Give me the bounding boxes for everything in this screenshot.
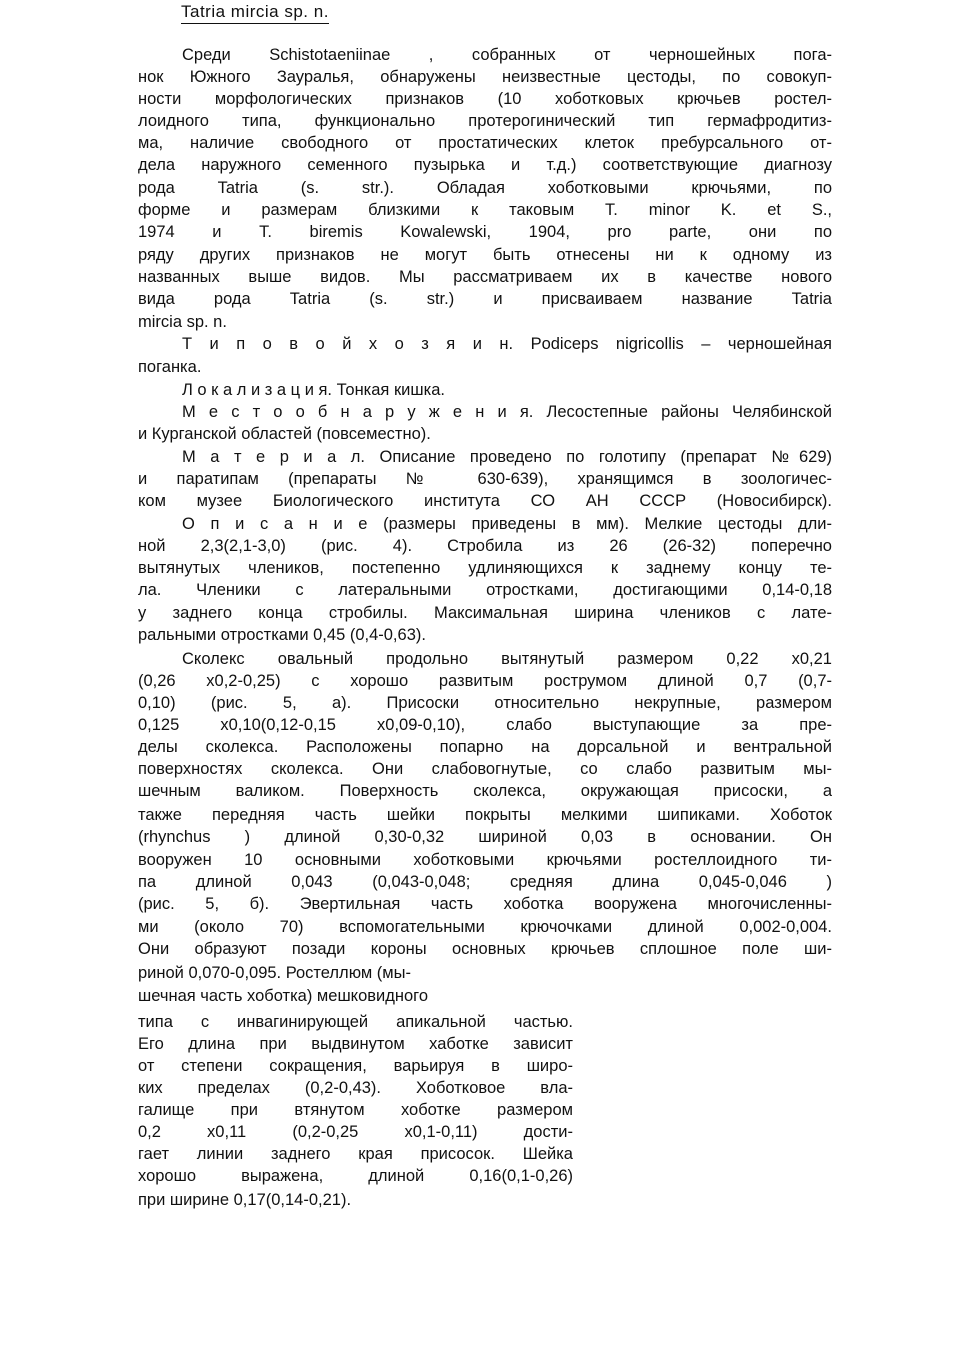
text-line: па длиной 0,043 (0,043-0,048; средняя длина 0,045-0,046 ) [138,873,832,891]
text-line: 1974 и T. biremis Kowalewski, 1904, pro parte, они по [138,223,832,241]
text-line: названных выше видов. Мы рассматриваем их в качестве нового [138,268,832,286]
text-line: М е с т о о б н а р у ж е н и я. Лесостепные районы Челябинской [182,403,832,421]
text-line: ной 2,3(2,1-3,0) (рис. 4). Стробила из 26 (26-32) поперечно [138,537,832,555]
text-line: (rhynchus ) длиной 0,30-0,32 шириной 0,03 в основании. Он [138,828,832,846]
text-line: гает линии заднего края присосок. Шейка [138,1145,573,1163]
text-line: делы сколекса. Расположены попарно на дорсальной и вентральной [138,738,832,756]
text-line: вида рода Tatria (s. str.) и присваиваем название Tatria [138,290,832,308]
text-line: 0,10) (рис. 5, а). Присоски относительно некрупные, размером [138,694,832,712]
text-line: у заднего конца стробилы. Максимальная ширина члеников с лате- [138,604,832,622]
text-line: шечным валиком. Поверхность сколекса, окружающая присоски, а [138,782,832,800]
text-line: от степени сокращения, варьируя в широ- [138,1057,573,1075]
text-line: ности морфологических признаков (10 хоботковых крючьев ростел- [138,90,832,108]
text-line: (рис. 5, б). Эвертильная часть хоботка вооружена многочисленны- [138,895,832,913]
text-line: поганка. [138,358,202,376]
text-line: риной 0,070-0,095. Ростеллюм (мы- [138,964,411,982]
text-line: 0,2 x0,11 (0,2-0,25 x0,1-0,11) дости- [138,1123,573,1141]
text-line: Л о к а л и з а ц и я. Тонкая кишка. [182,381,445,399]
text-line: (0,26 x0,2-0,25) с хорошо развитым рострумом длиной 0,7 (0,7- [138,672,832,690]
text-line: дела наружного семенного пузырька и т.д.) соответствующие диагнозу [138,156,832,174]
text-line: галище при втянутом хоботке размером [138,1101,573,1119]
text-line: Сколекс овальный продольно вытянутый размером 0,22 x0,21 [182,650,832,668]
text-line: О п и с а н и е (размеры приведены в мм). Мелкие цестоды дли- [182,515,832,533]
text-line: типа с инвагинирующей апикальной частью. [138,1013,573,1031]
text-line: 0,125 x0,10(0,12-0,15 x0,09-0,10), слабо выступающие за пре- [138,716,832,734]
text-line: ких пределах (0,2-0,43). Хоботковое вла- [138,1079,573,1097]
text-line: также передняя часть шейки покрыты мелкими шипиками. Хоботок [138,806,832,824]
text-line: при ширине 0,17(0,14-0,21). [138,1191,352,1209]
text-line: нок Южного Зауралья, обнаружены неизвестные цестоды, по совокуп- [138,68,832,86]
text-line: и паратипам (препараты № 630-639), хранящимся в зоологичес- [138,470,832,488]
species-title: Tatria mircia sp. n. [181,2,329,24]
text-line: вытянутых члеников, постепенно удлиняющихся к заднему концу те- [138,559,832,577]
text-line: Они образуют позади короны основных крючьев сплошное поле ши- [138,940,832,958]
text-line: вооружен 10 основными хоботковыми крючьями ростеллоидного ти- [138,851,832,869]
text-line: шечная часть хоботка) мешковидного [138,987,428,1005]
text-line: ми (около 70) вспомогательными крючочками длиной 0,002-0,004. [138,918,832,936]
text-line: ком музее Биологического института СО АН СССР (Новосибирск). [138,492,832,510]
text-line: лоидного типа, функционально протерогинический тип гермафродитиз- [138,112,832,130]
text-line: Его длина при выдвинутом хаботке зависит [138,1035,573,1053]
text-line: М а т е р и а л. Описание проведено по голотипу (препарат №629) [182,448,832,466]
text-line: рода Tatria (s. str.). Обладая хоботковыми крючьями, по [138,179,832,197]
text-line: форме и размерам близкими к таковым T. minor K. et S., [138,201,832,219]
text-line: Т и п о в о й х о з я и н. Podiceps nigricollis – черношейная [182,335,832,353]
text-line: ла. Членики с латеральными отростками, достигающими 0,14-0,18 [138,581,832,599]
text-line: ральными отростками 0,45 (0,4-0,63). [138,626,426,644]
text-line: mircia sp. n. [138,313,227,331]
text-line: и Курганской областей (повсеместно). [138,425,431,443]
text-line: ма, наличие свободного от простатических клеток пребурсального от- [138,134,832,152]
text-line: Среди Schistotaeniinae , собранных от черношейных пога- [182,46,832,64]
text-line: поверхностях сколекса. Они слабовогнутые, со слабо развитым мы- [138,760,832,778]
text-line: ряду других признаков не могут быть отнесены ни к одному из [138,246,832,264]
text-line: хорошо выражена, длиной 0,16(0,1-0,26) [138,1167,573,1185]
